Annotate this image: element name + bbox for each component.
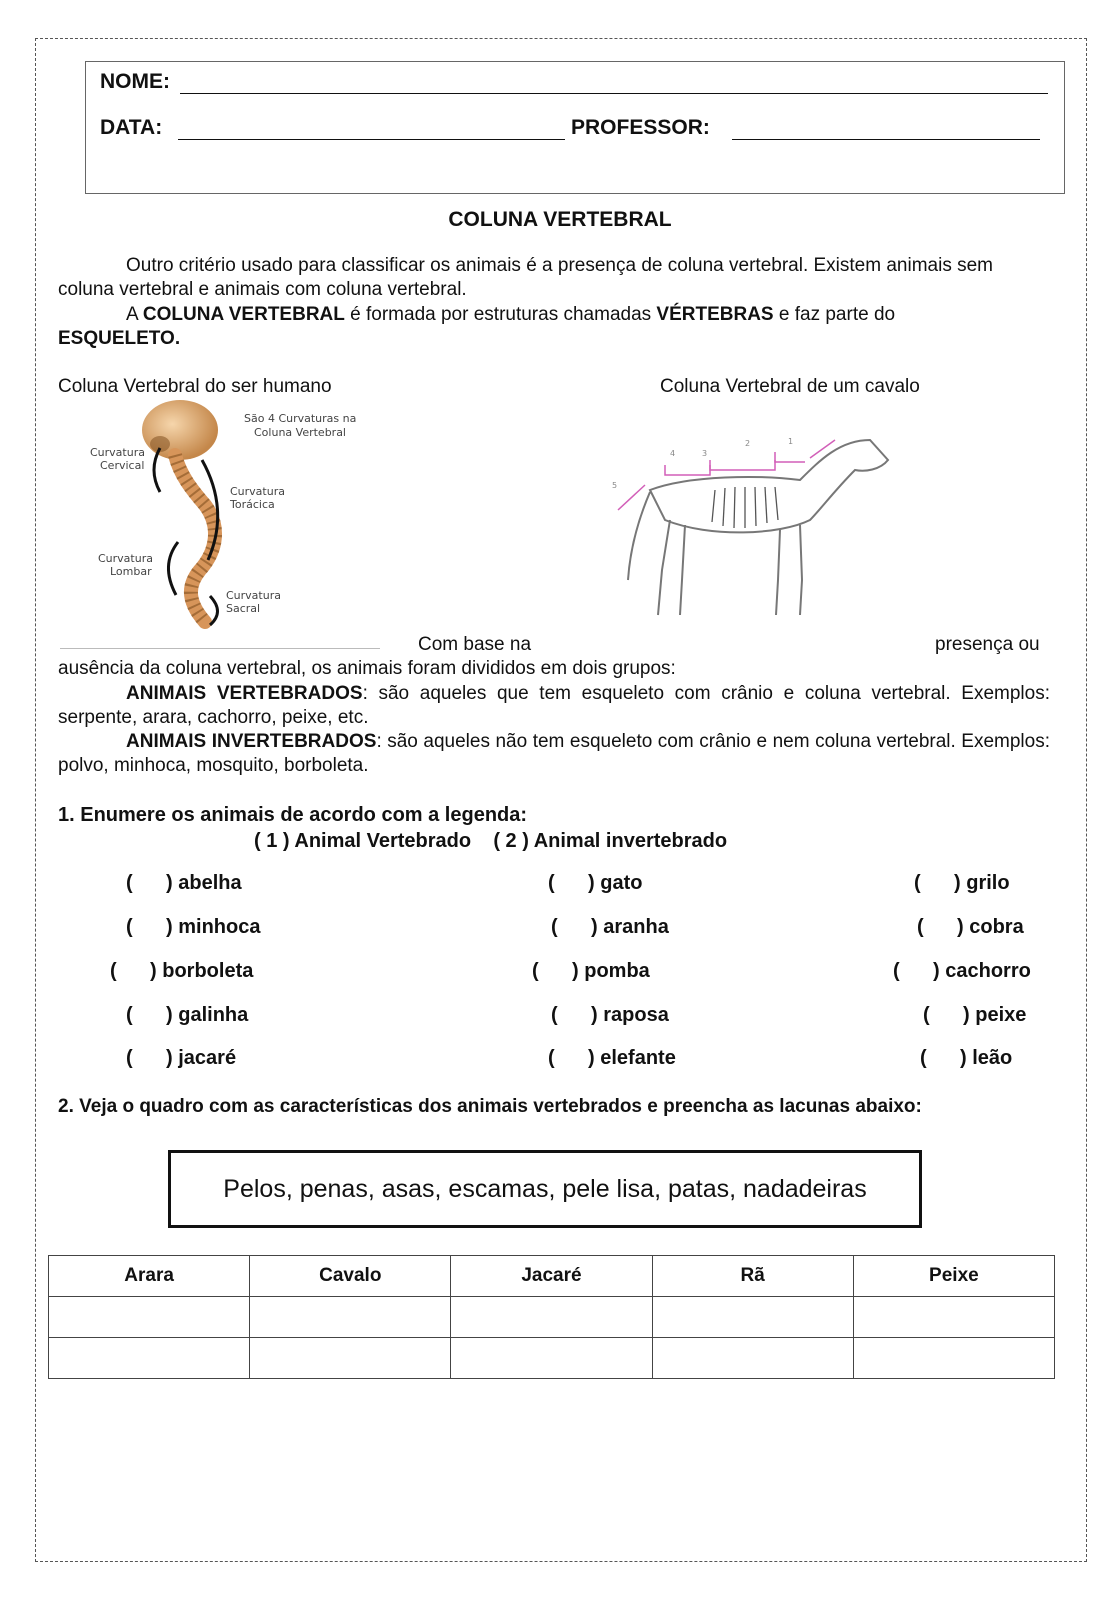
answer-cell[interactable] bbox=[451, 1297, 652, 1338]
option-galinha[interactable] bbox=[126, 1004, 248, 1027]
option-label: abelha bbox=[178, 872, 242, 894]
question-2-title: 2. Veja o quadro com as características dos animais vertebrados e preencha as lacunas abaixo: bbox=[58, 1096, 922, 1117]
answer-paren: ( ) bbox=[923, 1004, 970, 1026]
answer-paren: ( ) bbox=[551, 916, 598, 938]
nome-label: NOME: bbox=[100, 70, 170, 93]
term-vertebras: VÉRTEBRAS bbox=[656, 304, 774, 325]
horse-outline bbox=[628, 440, 888, 615]
answer-table bbox=[48, 1255, 1055, 1379]
answer-paren: ( ) bbox=[914, 872, 961, 894]
option-label: borboleta bbox=[162, 960, 254, 982]
answer-cell[interactable] bbox=[250, 1338, 451, 1379]
answer-paren: ( ) bbox=[126, 1004, 173, 1026]
intro-text-a: A bbox=[126, 304, 143, 325]
question-1-legend: ( 1 ) Animal Vertebrado ( 2 ) Animal invertebrado bbox=[254, 830, 728, 852]
answer-cell[interactable] bbox=[49, 1297, 250, 1338]
option-label: aranha bbox=[603, 916, 669, 938]
page-title: COLUNA VERTEBRAL bbox=[448, 208, 672, 231]
groups-intro-a: Com base na bbox=[418, 634, 532, 655]
groups-intro-b: presença ou bbox=[935, 634, 1040, 655]
label-toracica-1: Curvatura bbox=[230, 485, 285, 498]
table-header-row bbox=[49, 1256, 1055, 1297]
groups-intro-c: ausência da coluna vertebral, os animais foram divididos em dois grupos: bbox=[58, 658, 676, 679]
answer-paren: ( ) bbox=[920, 1047, 967, 1069]
column-header-ra: Rã bbox=[652, 1256, 853, 1297]
option-cachorro[interactable] bbox=[893, 960, 1031, 983]
term-esqueleto: ESQUELETO. bbox=[58, 328, 181, 349]
horse-spine-caption: Coluna Vertebral de um cavalo bbox=[660, 376, 920, 397]
column-header-peixe: Peixe bbox=[853, 1256, 1054, 1297]
option-grilo[interactable] bbox=[914, 872, 1010, 895]
option-label: leão bbox=[972, 1047, 1013, 1069]
professor-label: PROFESSOR: bbox=[571, 116, 710, 139]
option-label: galinha bbox=[178, 1004, 249, 1026]
label-cervical-1: Curvatura bbox=[90, 446, 145, 459]
curvature-header-1: São 4 Curvaturas na bbox=[244, 412, 357, 425]
horse-number-3: 3 bbox=[702, 449, 708, 458]
answer-cell[interactable] bbox=[853, 1297, 1054, 1338]
answer-paren: ( ) bbox=[893, 960, 940, 982]
answer-cell[interactable] bbox=[853, 1338, 1054, 1379]
table-row bbox=[49, 1297, 1055, 1338]
answer-paren: ( ) bbox=[110, 960, 157, 982]
option-label: gato bbox=[600, 872, 643, 894]
answer-cell[interactable] bbox=[451, 1338, 652, 1379]
option-raposa[interactable] bbox=[551, 1004, 669, 1027]
label-lombar-1: Curvatura bbox=[98, 552, 153, 565]
answer-paren: ( ) bbox=[917, 916, 964, 938]
answer-cell[interactable] bbox=[652, 1297, 853, 1338]
option-cobra[interactable] bbox=[917, 916, 1024, 939]
horse-number-5: 5 bbox=[612, 481, 618, 490]
data-label: DATA: bbox=[100, 116, 163, 139]
traits-box bbox=[168, 1150, 922, 1228]
human-spine-illustration bbox=[80, 400, 380, 640]
vertebrados-text: : são aqueles que tem esqueleto com crânio e coluna vertebral. Exemplos: serpente, arara, cachorro, peixe, etc. bbox=[58, 683, 1050, 728]
horse-number-2: 2 bbox=[745, 439, 751, 448]
option-minhoca[interactable] bbox=[126, 916, 260, 939]
horse-spine-markers bbox=[618, 440, 835, 510]
intro-text-e: e faz parte do bbox=[773, 304, 896, 325]
option-label: cobra bbox=[969, 916, 1024, 938]
answer-cell[interactable] bbox=[250, 1297, 451, 1338]
option-label: elefante bbox=[600, 1047, 676, 1069]
option-jacare[interactable] bbox=[126, 1047, 236, 1070]
horse-number-1: 1 bbox=[788, 437, 794, 446]
horse-skeleton-illustration bbox=[610, 420, 900, 640]
answer-paren: ( ) bbox=[126, 916, 173, 938]
option-elefante[interactable] bbox=[548, 1047, 676, 1070]
option-borboleta[interactable] bbox=[110, 960, 253, 983]
option-peixe[interactable] bbox=[923, 1004, 1026, 1027]
label-sacral-1: Curvatura bbox=[226, 589, 281, 602]
answer-cell[interactable] bbox=[49, 1338, 250, 1379]
option-label: grilo bbox=[966, 872, 1010, 894]
label-toracica-2: Torácica bbox=[230, 498, 275, 511]
vertebrados-definition bbox=[58, 682, 1050, 730]
option-label: jacaré bbox=[178, 1047, 237, 1069]
question-1-title: 1. Enumere os animais de acordo com a legenda: bbox=[58, 804, 528, 826]
option-leao[interactable] bbox=[920, 1047, 1012, 1070]
option-gato[interactable] bbox=[548, 872, 642, 895]
column-header-arara: Arara bbox=[49, 1256, 250, 1297]
intro-paragraph-1: Outro critério usado para classificar os animais é a presença de coluna vertebral. Existem animais sem coluna vertebral e animais com coluna vertebral. bbox=[58, 255, 993, 300]
intro-text-c: é formada por estruturas chamadas bbox=[344, 304, 657, 325]
human-spine-caption: Coluna Vertebral do ser humano bbox=[58, 376, 332, 397]
answer-paren: ( ) bbox=[126, 872, 173, 894]
option-label: cachorro bbox=[945, 960, 1031, 982]
label-lombar-2: Lombar bbox=[110, 565, 152, 578]
answer-paren: ( ) bbox=[126, 1047, 173, 1069]
table-row bbox=[49, 1338, 1055, 1379]
option-aranha[interactable] bbox=[551, 916, 669, 939]
option-label: peixe bbox=[975, 1004, 1027, 1026]
answer-paren: ( ) bbox=[532, 960, 579, 982]
column-header-jacare: Jacaré bbox=[451, 1256, 652, 1297]
nome-field[interactable] bbox=[180, 93, 1048, 94]
answer-paren: ( ) bbox=[548, 1047, 595, 1069]
invertebrados-text: : são aqueles não tem esqueleto com crânio e nem coluna vertebral. Exemplos: polvo, minhoca, mosquito, borboleta. bbox=[58, 731, 1051, 776]
label-cervical-2: Cervical bbox=[100, 459, 145, 472]
option-label: raposa bbox=[603, 1004, 669, 1026]
professor-field[interactable] bbox=[732, 139, 1040, 140]
column-header-cavalo: Cavalo bbox=[250, 1256, 451, 1297]
horse-number-4: 4 bbox=[670, 449, 676, 458]
curvature-header-2: Coluna Vertebral bbox=[254, 426, 346, 439]
answer-paren: ( ) bbox=[551, 1004, 598, 1026]
figure-divider bbox=[60, 648, 380, 649]
term-vertebrados: ANIMAIS VERTEBRADOS bbox=[126, 683, 363, 704]
traits-text: Pelos, penas, asas, escamas, pele lisa, patas, nadadeiras bbox=[223, 1174, 867, 1203]
option-label: minhoca bbox=[178, 916, 261, 938]
answer-cell[interactable] bbox=[652, 1338, 853, 1379]
label-sacral-2: Sacral bbox=[226, 602, 261, 615]
option-pomba[interactable] bbox=[532, 960, 650, 983]
intro-paragraph-2 bbox=[58, 303, 1050, 351]
data-field[interactable] bbox=[178, 139, 565, 140]
term-invertebrados: ANIMAIS INVERTEBRADOS bbox=[126, 731, 377, 752]
answer-paren: ( ) bbox=[548, 872, 595, 894]
term-coluna-vertebral: COLUNA VERTEBRAL bbox=[142, 304, 345, 325]
option-abelha[interactable] bbox=[126, 872, 242, 895]
option-label: pomba bbox=[584, 960, 650, 982]
invertebrados-definition bbox=[58, 730, 1050, 778]
